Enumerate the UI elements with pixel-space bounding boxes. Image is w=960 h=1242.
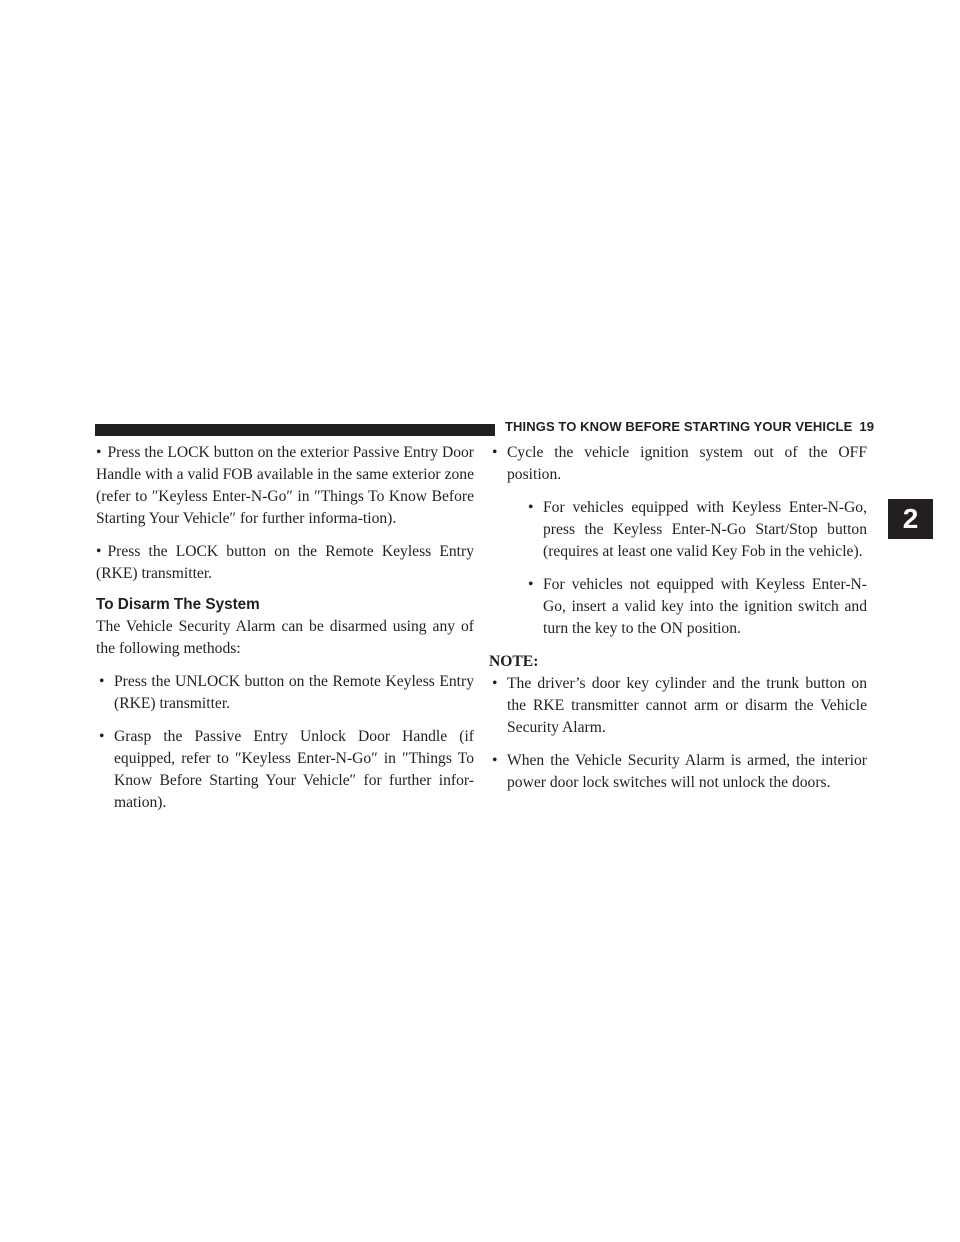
bullet-icon: • <box>96 543 102 560</box>
bullet-icon: • <box>96 444 102 461</box>
bullet-icon: • <box>528 576 534 593</box>
bullet-icon: • <box>492 675 498 692</box>
header-rule <box>95 424 495 436</box>
disarm-list <box>96 671 474 814</box>
chapter-tab: 2 <box>888 499 933 539</box>
running-header <box>505 419 875 434</box>
section-heading: To Disarm The System <box>96 596 260 613</box>
arm-bullet: • Press the LOCK button on the Remote Keyless Entry (RKE) transmitter. <box>96 543 474 582</box>
bullet-icon: • <box>492 752 498 769</box>
list-item: • Press the UNLOCK button on the Remote Keyless Entry (RKE) transmitter. <box>99 673 474 712</box>
right-column <box>489 442 867 805</box>
bullet-icon: • <box>528 499 534 516</box>
bullet-icon: • <box>492 444 498 461</box>
arm-bullet: • Press the LOCK button on the exterior Passive Entry Door Handle with a valid FOB available in the same exterior zone (refer to ″Keyless Enter-N-Go″ in ″Things To Know Before Starting Your Vehicle″ for further informa-tion). <box>96 444 474 527</box>
running-title: THINGS TO KNOW BEFORE STARTING YOUR VEHICLE <box>505 419 853 434</box>
list-item: • For vehicles not equipped with Keyless Enter-N-Go, insert a valid key into the ignition switch and turn the key to the ON position. <box>528 576 867 637</box>
note-label: NOTE: <box>489 653 539 670</box>
bullet-icon: • <box>99 728 105 745</box>
disarm-intro: The Vehicle Security Alarm can be disarmed using any of the following methods: <box>96 618 474 657</box>
list-item: • For vehicles equipped with Keyless Enter-N-Go, press the Keyless Enter-N-Go Start/Stop button (requires at least one valid Key Fob in the vehicle). <box>528 499 867 560</box>
list-item: • Cycle the vehicle ignition system out of the OFF position. • For vehicles equipped with Keyless Enter-N-Go, press the Keyless Enter-N-Go Start/Stop button (requires at least one valid Key Fob in the vehicle). • For vehicles not equipped with Keyless Enter-N-Go, insert a valid key into the ignition switch and turn the key to the ON position. <box>489 442 867 640</box>
list-item: • Grasp the Passive Entry Unlock Door Handle (if equipped, refer to ″Keyless Enter-N-Go″ in ″Things To Know Before Starting Your Vehicle″ for further infor-mation). <box>99 728 474 811</box>
sub-list <box>525 497 867 640</box>
list-item: • The driver’s door key cylinder and the trunk button on the RKE transmitter cannot arm or disarm the Vehicle Security Alarm. <box>492 675 867 736</box>
cycle-list <box>489 442 867 640</box>
page-number: 19 <box>859 419 875 434</box>
left-column <box>96 442 474 825</box>
list-item: • When the Vehicle Security Alarm is armed, the interior power door lock switches will not unlock the doors. <box>492 752 867 791</box>
note-list <box>489 673 867 794</box>
bullet-icon: • <box>99 673 105 690</box>
